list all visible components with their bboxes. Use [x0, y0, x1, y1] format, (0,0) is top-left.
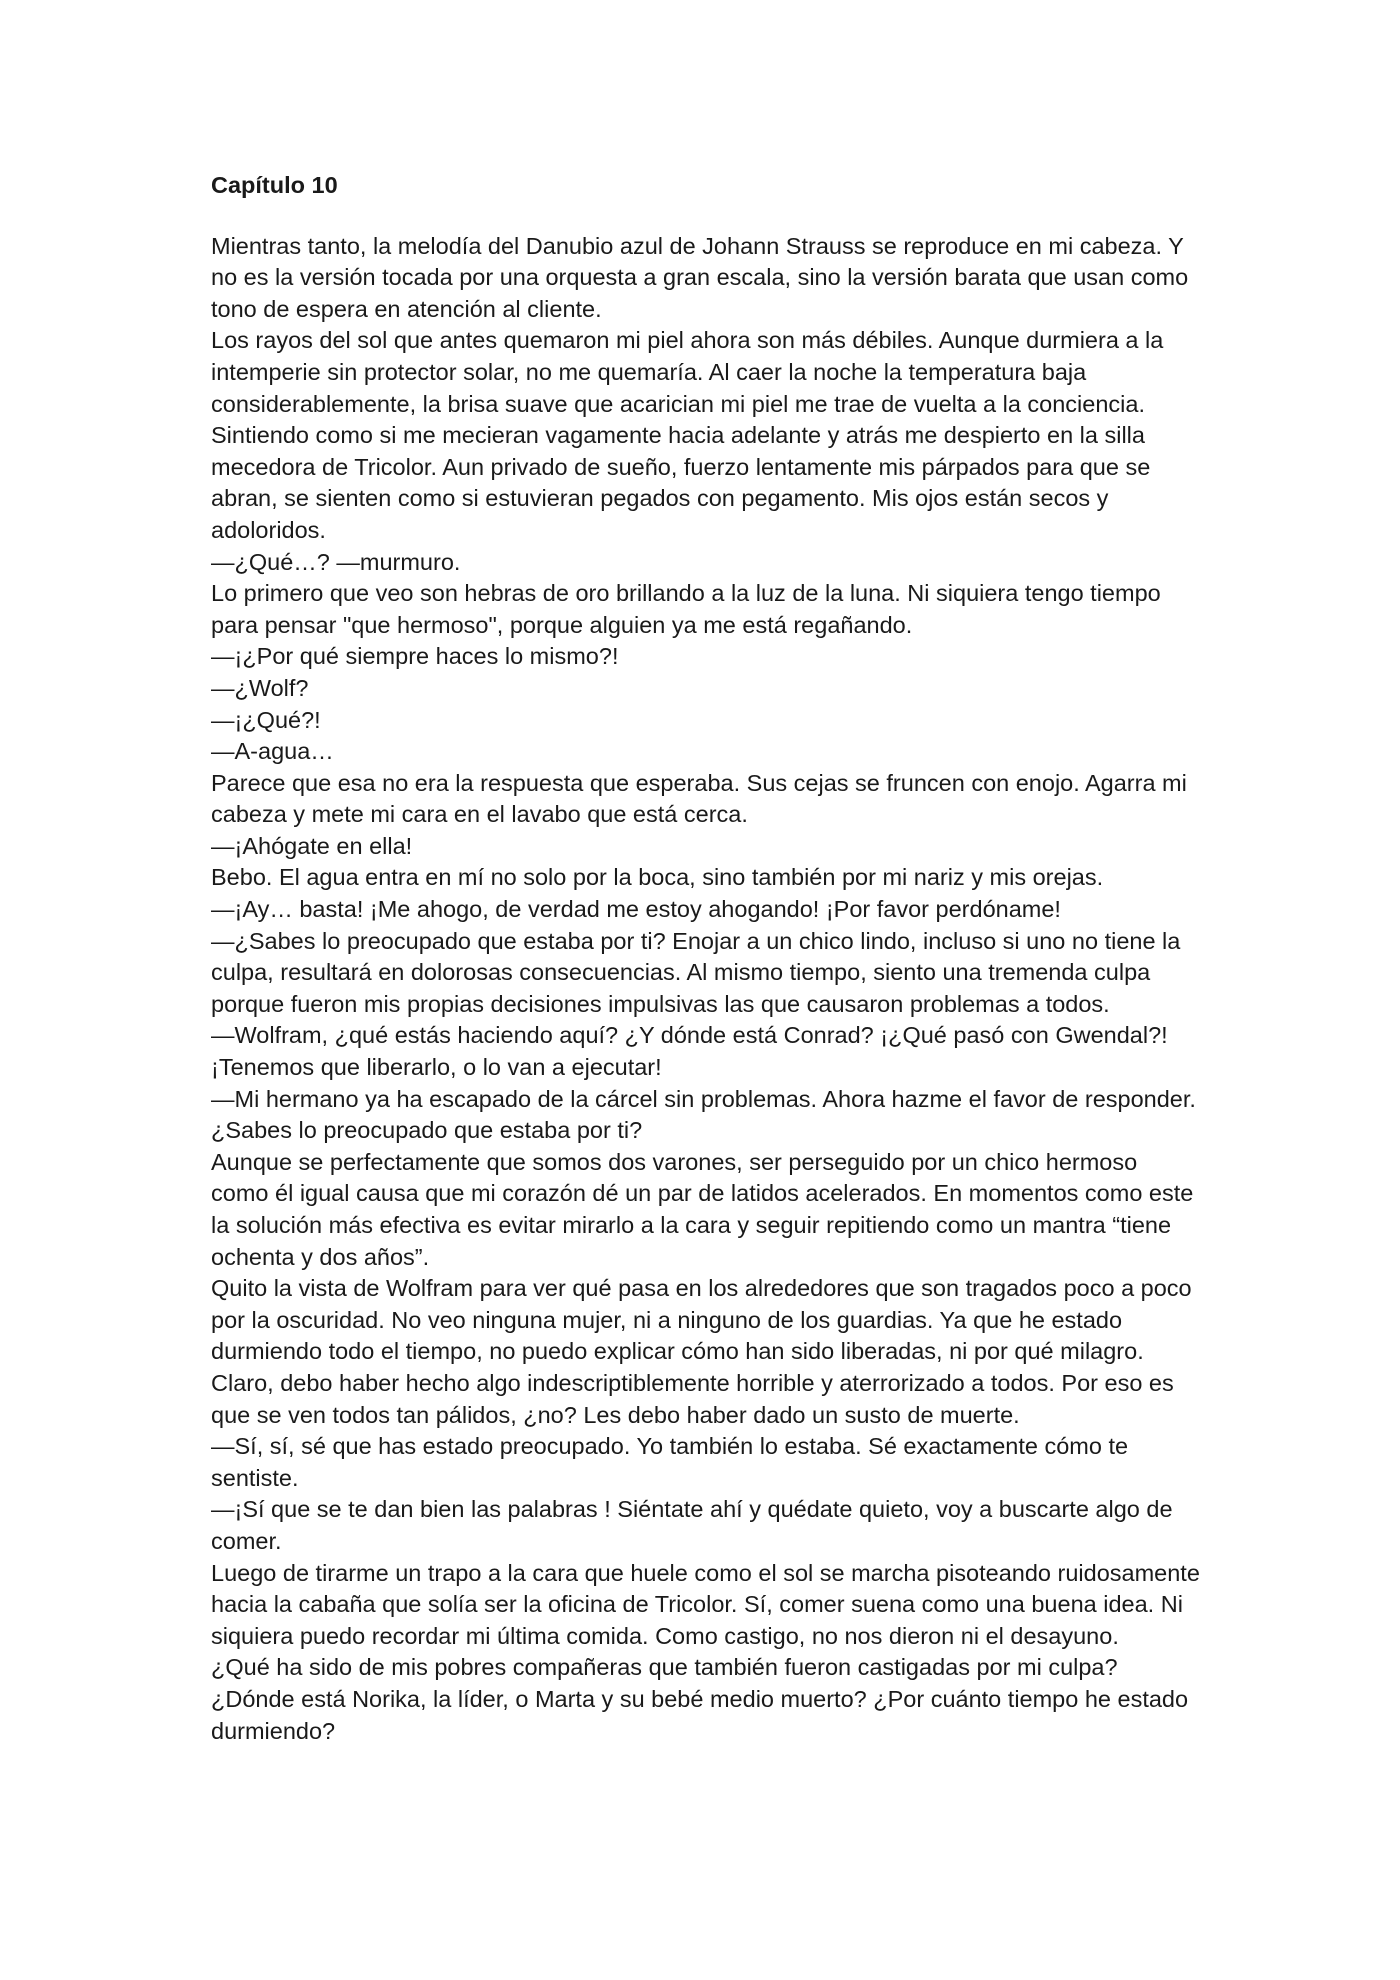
paragraph: —Mi hermano ya ha escapado de la cárcel sin problemas. Ahora hazme el favor de responder. ¿Sabes lo preocupado que estaba por ti? — [211, 1085, 1196, 1144]
paragraph: ¿Qué ha sido de mis pobres compañeras que también fueron castigadas por mi culpa? ¿Dónde está Norika, la líder, o Marta y su bebé medio muerto? ¿Por cuánto tiempo he estado durmiendo? — [211, 1654, 1189, 1744]
paragraph: —A-agua… — [211, 738, 334, 765]
chapter-title: Capítulo 10 — [211, 172, 338, 198]
paragraph: —¿Sabes lo preocupado que estaba por ti? Enojar a un chico lindo, incluso si uno no tiene la culpa, resultará en dolorosas consecuencias. Al mismo tiempo, siento una tremenda culpa porque fueron mis propias decisiones impulsivas las que causaron problemas a todos. — [211, 927, 1181, 1017]
paragraph: Parece que esa no era la respuesta que esperaba. Sus cejas se fruncen con enojo. Agarra mi cabeza y mete mi cara en el lavabo que está cerca. — [211, 769, 1187, 828]
paragraph: Quito la vista de Wolfram para ver qué pasa en los alrededores que son tragados poco a poco por la oscuridad. No veo ninguna mujer, ni a ninguno de los guardias. Ya que he estado durmiendo todo el tiempo, no puedo explicar cómo han sido liberadas, ni por qué milagro. Claro, debo haber hecho algo indescriptiblemente horrible y aterrorizado a todos. Por eso es que se ven todos tan pálidos, ¿no? Les debo haber dado un susto de muerte. — [211, 1275, 1192, 1428]
paragraph: Mientras tanto, la melodía del Danubio azul de Johann Strauss se reproduce en mi cabeza. Y no es la versión tocada por una orquesta a gran escala, sino la versión barata que usan como tono de espera en atención al cliente. — [211, 232, 1189, 322]
paragraph: —¿Qué…? —murmuro. — [211, 548, 461, 575]
paragraph: —¡Sí que se te dan bien las palabras ! Siéntate ahí y quédate quieto, voy a buscarte algo de comer. — [211, 1496, 1173, 1554]
paragraph: Bebo. El agua entra en mí no solo por la boca, sino también por mi nariz y mis orejas. — [211, 864, 1104, 891]
paragraph: Aunque se perfectamente que somos dos varones, ser perseguido por un chico hermoso como él igual causa que mi corazón dé un par de latidos acelerados. En momentos como este la solución más efectiva es evitar mirarlo a la cara y seguir repitiendo como un mantra “tiene ochenta y dos años”. — [211, 1148, 1194, 1270]
paragraph: —¡¿Qué?! — [211, 706, 321, 733]
paragraph: Lo primero que veo son hebras de oro brillando a la luz de la luna. Ni siquiera tengo tiempo para pensar "que hermoso", porque alguien ya me está regañando. — [211, 580, 1161, 638]
paragraph: —¡Ay… basta! ¡Me ahogo, de verdad me estoy ahogando! ¡Por favor perdóname! — [211, 896, 1061, 923]
paragraph: —¡Ahógate en ella! — [211, 832, 413, 859]
paragraph: Los rayos del sol que antes quemaron mi piel ahora son más débiles. Aunque durmiera a la intemperie sin protector solar, no me quemaría. Al caer la noche la temperatura baja considerablemente, la brisa suave que acarician mi piel me trae de vuelta a la conciencia. Sintiendo como si me mecieran vagamente hacia adelante y atrás me despierto en la silla mecedora de Tricolor. Aun privado de sueño, fuerzo lentamente mis párpados para que se abran, se sienten como si estuvieran pegados con pegamento. Mis ojos están secos y adoloridos. — [211, 327, 1164, 543]
paragraph: —Wolfram, ¿qué estás haciendo aquí? ¿Y dónde está Conrad? ¡¿Qué pasó con Gwendal?! ¡Tenemos que liberarlo, o lo van a ejecutar! — [211, 1022, 1168, 1081]
paragraph: —Sí, sí, sé que has estado preocupado. Yo también lo estaba. Sé exactamente cómo te sentiste. — [211, 1433, 1129, 1491]
paragraph: Luego de tirarme un trapo a la cara que huele como el sol se marcha pisoteando ruidosamente hacia la cabaña que solía ser la oficina de Tricolor. Sí, comer suena como una buena idea. Ni siquiera puedo recordar mi última comida. Como castigo, no nos dieron ni el desayuno. — [211, 1559, 1200, 1649]
paragraph: —¿Wolf? — [211, 674, 309, 701]
paragraph: —¡¿Por qué siempre haces lo mismo?! — [211, 643, 619, 670]
document-body — [211, 170, 1201, 1747]
